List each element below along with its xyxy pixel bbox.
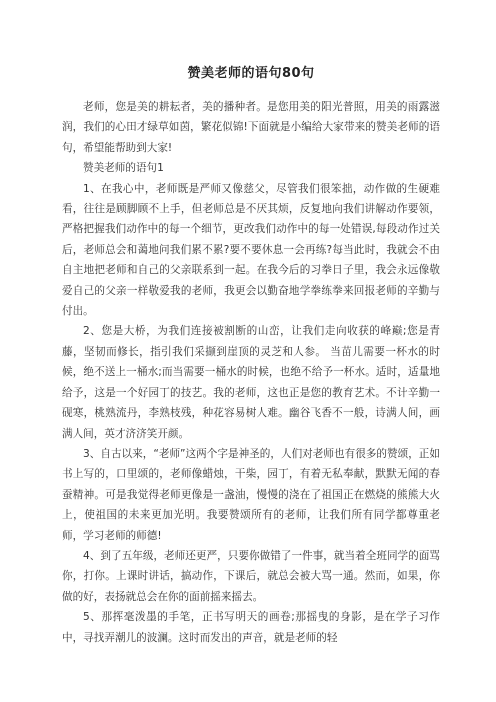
- document-title: 赞美老师的语句80句: [187, 66, 315, 81]
- list-item-2: 2、您是大桥，为我们连接被割断的山峦，让我们走向收获的峰巅;您是青藤，坚韧而修长，指引我们采撷到崖顶的灵芝和人参。 当苗儿需要一杯水的时候，绝不送上一桶水;而当需要一桶水的时候，也绝不给予一杯水。适时，适量地给予，这是一个好园丁的技艺。我的老师，这也正是您的教育艺术。不计辛勤一砚寒，桃熟流丹，李熟枝残，种花容易树人难。幽谷飞香不一般，诗满人间，画满人间，英才济济笑开颜。: [62, 325, 440, 440]
- intro-paragraph: 老师，您是美的耕耘者，美的播种者。是您用美的阳光普照，用美的雨露滋润，我们的心田才绿草如茵，繁花似锦!下面就是小编给大家带来的赞美老师的语句，希望能帮助到大家!: [62, 101, 440, 154]
- list-item-4: 4、到了五年级，老师还更严，只要你做错了一件事，就当着全班同学的面骂你，打你。上课时讲话，搞动作，下课后，就总会被大骂一通。然而，如果，你做的好，表扬就总会在你的面前摇来摇去。: [62, 549, 440, 603]
- list-item-1: 1、在我心中，老师既是严师又像慈父，尽管我们很笨拙，动作做的生硬难看，往往是顾脚顾不上手，但老师总是不厌其烦，反复地向我们讲解动作要领，严格把握我们动作中的每一个细节，更改我们动作中的每一处错误,每段动作过关后，老师总会和蔼地问我们累不累?要不要休息一会再练?每当此时，我就会不由自主地把老师和自己的父亲联系到一起。在我今后的习拳日子里，我会永远像敬爱自己的父亲一样敬爱我的老师，我更会以勤奋地学拳练拳来回报老师的辛勤与付出。: [62, 182, 440, 318]
- list-item-3: 3、自古以来，“老师”这两个字是神圣的，人们对老师也有很多的赞颂，正如书上写的，口里颂的，老师像蜡烛，干柴，园丁，有着无私奉献，默默无闻的春蚕精神。可是我觉得老师更像是一盏油，慢慢的浇在了祖国正在燃烧的熊熊大火上，使祖国的未来更加光明。我要赞颂所有的老师，让我们所有同学都尊重老师，学习老师的师德!: [62, 447, 440, 542]
- list-item-5: 5、那挥毫泼墨的手笔，正书写明天的画卷;那摇曳的身影，是在学子习作中，寻找弄潮儿的波澜。这时而发出的声音，就是老师的轻: [62, 611, 440, 644]
- section-heading: 赞美老师的语句1: [83, 162, 164, 175]
